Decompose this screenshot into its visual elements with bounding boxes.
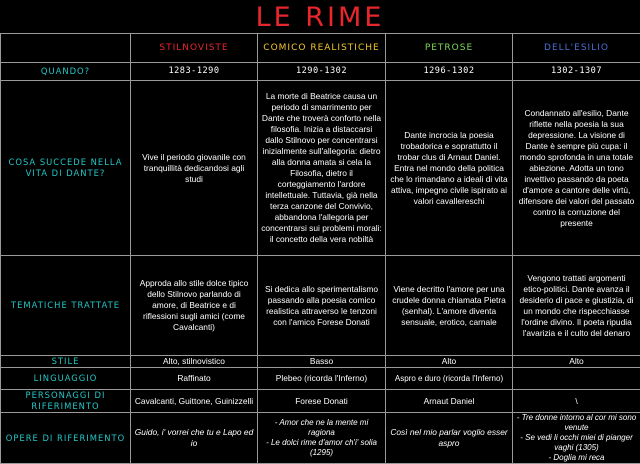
row-label-stile: STILE [1, 356, 131, 368]
personaggi-comico: Forese Donati [258, 390, 386, 413]
personaggi-stilnoviste: Cavalcanti, Guittone, Guinizzelli [131, 390, 258, 413]
row-personaggi [1, 390, 640, 413]
col-header-stilnoviste: STILNOVISTE [131, 34, 258, 63]
cosa-comico: La morte di Beatrice causa un periodo di smarrimento per Dante che troverà conforto nella filosofia. Inizia a distaccarsi dallo Stilnovo per concentrarsi inizialmente sull'allegoria: dietro alla donna amata si cela la Filosofia, dietro il corteggiamento l'ardore intellettuale. Tuttavia, già nella terza canzone del Convivio, abbandona l'allegoria per concentrarsi sui problemi morali: il concetto della vera nobiltà [258, 81, 386, 256]
stile-comico: Basso [258, 356, 386, 368]
row-label-quando: QUANDO? [1, 63, 131, 81]
row-label-opere: OPERE DI RIFERIMENTO [1, 413, 131, 464]
row-linguaggio [1, 368, 640, 390]
row-label-personaggi: PERSONAGGI DI RIFERIMENTO [1, 390, 131, 413]
tematiche-esilio: Vengono trattati argomenti etico-politici. Dante avanza il desiderio di pace e giustizia, di un mondo che rispecchiasse l'ordine divino. Il poeta ripudia l'avarizia e il culto del denaro [513, 256, 640, 356]
col-header-comico: COMICO REALISTICHE [258, 34, 386, 63]
col-header-petrose: PETROSE [386, 34, 513, 63]
stile-esilio: Alto [513, 356, 640, 368]
col-header-esilio: DELL'ESILIO [513, 34, 640, 63]
opere-comico-item: - Le dolci rime d'amor ch'i' solia (1295) [261, 438, 382, 458]
tematiche-stilnoviste: Approda allo stile dolce tipico dello Stilnovo parlando di amore, di Beatrice e di riflessioni sugli amici (come Cavalcanti) [131, 256, 258, 356]
linguaggio-esilio [513, 368, 640, 390]
header-row [1, 34, 640, 63]
row-cosa [1, 81, 640, 256]
quando-stilnoviste: 1283-1290 [131, 63, 258, 81]
cosa-esilio: Condannato all'esilio, Dante riflette nella poesia la sua depressione. La visione di Dante è sempre più cupa: il mondo sprofonda in una totale abiezione. Adotta un tono invettivo passando da poeta d'amore a cantore delle virtù, difensore dei valori del passato contro la corruzione del presente [513, 81, 640, 256]
linguaggio-comico: Plebeo (ricorda l'Inferno) [258, 368, 386, 390]
opere-esilio-item: - Tre donne intorno al cor mi sono venute [516, 413, 637, 433]
linguaggio-stilnoviste: Raffinato [131, 368, 258, 390]
stile-stilnoviste: Alto, stilnovistico [131, 356, 258, 368]
opere-petrose: Così nel mio parlar voglio esser aspro [386, 413, 513, 464]
stile-petrose: Alto [386, 356, 513, 368]
tematiche-comico: Si dedica allo sperimentalismo passando alla poesia comico realistica attraverso le tenzoni con l'amico Forese Donati [258, 256, 386, 356]
cosa-petrose: Dante incrocia la poesia trobadorica e soprattutto il trobar clus di Arnaut Daniel. Entra nel mondo della politica che lo rimandano a ideali di vita attiva, impegno civile ispirato ai valori cavallereschi [386, 81, 513, 256]
personaggi-esilio: \ [513, 390, 640, 413]
cosa-stilnoviste: Vive il periodo giovanile con tranquillità dedicandosi agli studi [131, 81, 258, 256]
quando-esilio: 1302-1307 [513, 63, 640, 81]
opere-esilio-item: - Se vedi li occhi miei di pianger vaghi (1305) [516, 433, 637, 453]
personaggi-petrose: Arnaut Daniel [386, 390, 513, 413]
row-tematiche [1, 256, 640, 356]
row-label-linguaggio: LINGUAGGIO [1, 368, 131, 390]
row-opere [1, 413, 640, 464]
tematiche-petrose: Viene decritto l'amore per una crudele donna chiamata Pietra (senhal). L'amore diventa sensuale, erotico, carnale [386, 256, 513, 356]
quando-comico: 1290-1302 [258, 63, 386, 81]
opere-comico-item: - Amor che ne la mente mi ragiona [261, 418, 382, 438]
page-title: LE RIME [0, 0, 640, 34]
opere-comico [258, 413, 386, 464]
row-stile [1, 356, 640, 368]
rime-table [0, 33, 640, 464]
row-quando [1, 63, 640, 81]
linguaggio-petrose: Aspro e duro (ricorda l'Inferno) [386, 368, 513, 390]
row-label-tematiche: TEMATICHE TRATTATE [1, 256, 131, 356]
row-label-cosa: COSA SUCCEDE NELLA VITA DI DANTE? [1, 81, 131, 256]
quando-petrose: 1296-1302 [386, 63, 513, 81]
corner-cell [1, 34, 131, 63]
opere-esilio-item: - Doglia mi reca [516, 453, 637, 463]
opere-stilnoviste: Guido, i' vorrei che tu e Lapo ed io [131, 413, 258, 464]
opere-esilio [513, 413, 640, 464]
